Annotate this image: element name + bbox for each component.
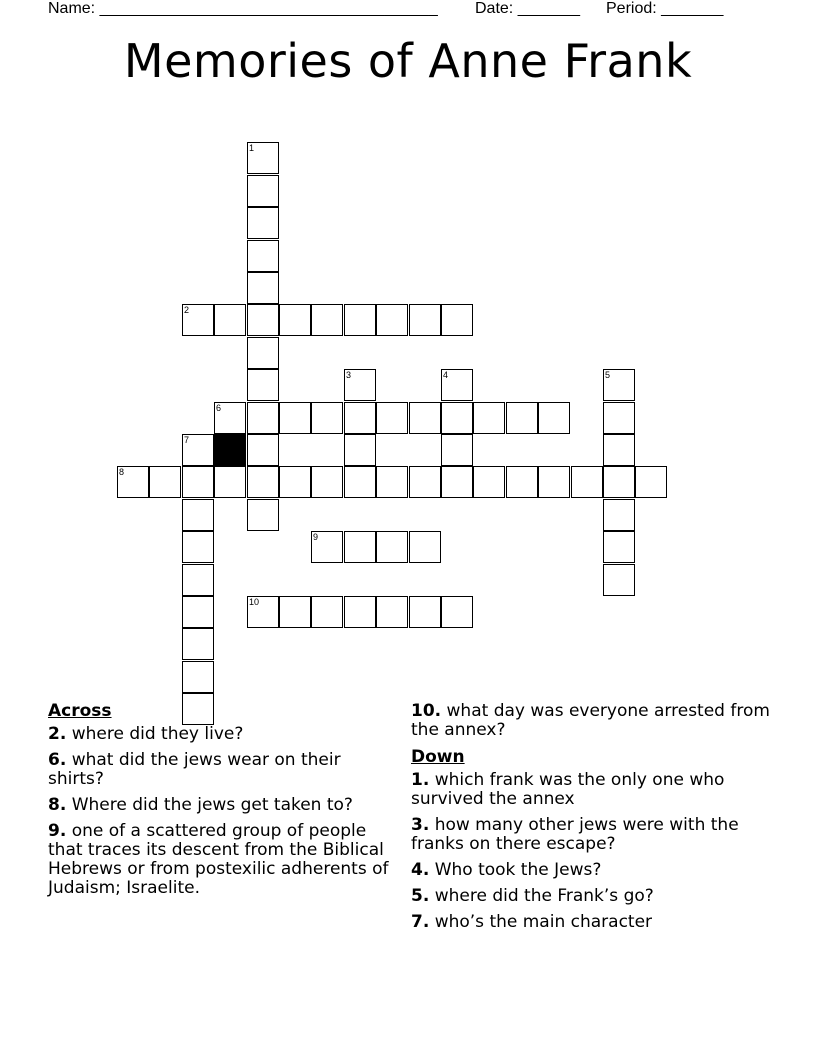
clue-number: 8. [48, 795, 67, 815]
cell-number: 4 [443, 370, 449, 380]
grid-cell[interactable] [603, 499, 635, 531]
grid-cell[interactable] [441, 434, 473, 466]
clue-text: how many other jews were with the franks on there escape? [411, 815, 739, 854]
clue-item [411, 887, 771, 906]
grid-cell[interactable] [247, 499, 279, 531]
cell-number: 10 [249, 597, 260, 607]
clue-number: 10. [411, 701, 442, 721]
grid-cell[interactable] [409, 402, 441, 434]
grid-cell[interactable] [247, 272, 279, 304]
grid-cell[interactable] [279, 304, 311, 336]
grid-cell[interactable] [473, 402, 505, 434]
grid-cell[interactable] [603, 564, 635, 596]
clue-number: 3. [411, 815, 430, 835]
grid-cell[interactable] [441, 466, 473, 498]
clue-item [48, 751, 393, 789]
grid-cell[interactable] [538, 402, 570, 434]
grid-cell[interactable] [247, 337, 279, 369]
grid-cell[interactable] [344, 466, 376, 498]
grid-cell[interactable] [182, 661, 214, 693]
grid-cell[interactable] [182, 564, 214, 596]
grid-cell[interactable] [571, 466, 603, 498]
grid-cell[interactable] [376, 304, 408, 336]
cell-number: 1 [249, 143, 255, 153]
grid-cell[interactable] [441, 402, 473, 434]
grid-cell[interactable] [182, 466, 214, 498]
clue-item [411, 913, 771, 932]
grid-cell[interactable] [473, 466, 505, 498]
grid-cell[interactable] [247, 304, 279, 336]
grid-cell[interactable] [344, 596, 376, 628]
grid-cell[interactable] [376, 402, 408, 434]
grid-cell[interactable] [247, 175, 279, 207]
grid-cell[interactable] [506, 402, 538, 434]
clue-item [48, 796, 393, 815]
clue-number: 1. [411, 770, 430, 790]
grid-cell[interactable] [182, 304, 214, 336]
clues-left-column [48, 702, 393, 905]
clue-item [411, 702, 771, 740]
grid-cell[interactable] [311, 304, 343, 336]
clue-text: which frank was the only one who survived the annex [411, 770, 725, 809]
grid-cell[interactable] [247, 207, 279, 239]
grid-cell[interactable] [247, 434, 279, 466]
grid-cell[interactable] [279, 466, 311, 498]
date-field[interactable]: Date: _______ [475, 0, 580, 17]
clue-item [411, 771, 771, 809]
period-field[interactable]: Period: _______ [606, 0, 724, 17]
grid-cell[interactable] [214, 466, 246, 498]
grid-cell[interactable] [182, 596, 214, 628]
grid-cell[interactable] [279, 596, 311, 628]
cell-number: 6 [216, 403, 222, 413]
grid-cell[interactable] [344, 402, 376, 434]
cell-number: 9 [313, 532, 319, 542]
grid-cell[interactable] [344, 531, 376, 563]
clue-item [411, 861, 771, 880]
grid-cell[interactable] [311, 531, 343, 563]
grid-cell[interactable] [409, 304, 441, 336]
clue-text: Where did the jews get taken to? [71, 795, 353, 815]
grid-cell[interactable] [603, 434, 635, 466]
grid-cell[interactable] [376, 531, 408, 563]
clue-text: one of a scattered group of people that traces its descent from the Biblical Hebrews or from postexilic adherents of Judaism; Israelite. [48, 821, 389, 898]
clues-right-column [411, 702, 771, 939]
grid-cell[interactable] [538, 466, 570, 498]
across-clue-list [48, 725, 393, 898]
grid-cell[interactable] [247, 142, 279, 174]
clue-number: 4. [411, 860, 430, 880]
cell-number: 3 [346, 370, 352, 380]
grid-cell[interactable] [247, 466, 279, 498]
grid-cell[interactable] [214, 402, 246, 434]
clue-item [48, 822, 393, 898]
grid-cell[interactable] [344, 369, 376, 401]
grid-cell[interactable] [247, 240, 279, 272]
clue-text: what day was everyone arrested from the annex? [411, 701, 770, 740]
clue-number: 2. [48, 724, 67, 744]
grid-cell[interactable] [247, 596, 279, 628]
grid-cell[interactable] [603, 369, 635, 401]
clue-text: Who took the Jews? [434, 860, 602, 880]
down-clue-list [411, 771, 771, 932]
grid-cell[interactable] [344, 304, 376, 336]
grid-cell[interactable] [635, 466, 667, 498]
across-clue-list-continued [411, 702, 771, 740]
clue-text: what did the jews wear on their shirts? [48, 750, 341, 789]
grid-cell[interactable] [311, 466, 343, 498]
grid-cell[interactable] [441, 304, 473, 336]
grid-cell[interactable] [344, 434, 376, 466]
grid-cell[interactable] [441, 596, 473, 628]
grid-cell[interactable] [279, 402, 311, 434]
grid-cell[interactable] [376, 466, 408, 498]
grid-cell[interactable] [214, 304, 246, 336]
grid-cell[interactable] [603, 531, 635, 563]
clue-number: 9. [48, 821, 67, 841]
grid-cell[interactable] [149, 466, 181, 498]
clue-number: 6. [48, 750, 67, 770]
grid-cell[interactable] [182, 434, 214, 466]
grid-block [214, 434, 246, 466]
grid-cell[interactable] [603, 402, 635, 434]
grid-cell[interactable] [409, 531, 441, 563]
clue-text: where did they live? [71, 724, 244, 744]
grid-cell[interactable] [409, 596, 441, 628]
clue-item [48, 725, 393, 744]
page-title: Memories of Anne Frank [123, 34, 693, 88]
grid-cell[interactable] [311, 402, 343, 434]
grid-cell[interactable] [247, 402, 279, 434]
grid-cell[interactable] [506, 466, 538, 498]
cell-number: 7 [184, 435, 190, 445]
grid-cell[interactable] [376, 596, 408, 628]
clue-number: 5. [411, 886, 430, 906]
grid-cell[interactable] [182, 499, 214, 531]
grid-cell[interactable] [441, 369, 473, 401]
grid-cell[interactable] [182, 628, 214, 660]
down-heading: Down [411, 747, 465, 767]
grid-cell[interactable] [182, 531, 214, 563]
clue-text: where did the Frank’s go? [434, 886, 654, 906]
grid-cell[interactable] [409, 466, 441, 498]
grid-cell[interactable] [311, 596, 343, 628]
cell-number: 5 [605, 370, 611, 380]
grid-cell[interactable] [117, 466, 149, 498]
cell-number: 2 [184, 305, 190, 315]
grid-cell[interactable] [603, 466, 635, 498]
clue-number: 7. [411, 912, 430, 932]
across-heading: Across [48, 701, 112, 721]
clue-text: who’s the main character [434, 912, 653, 932]
clue-item [411, 816, 771, 854]
name-field[interactable]: Name: ______________________________________ [48, 0, 438, 17]
cell-number: 8 [119, 467, 125, 477]
grid-cell[interactable] [247, 369, 279, 401]
